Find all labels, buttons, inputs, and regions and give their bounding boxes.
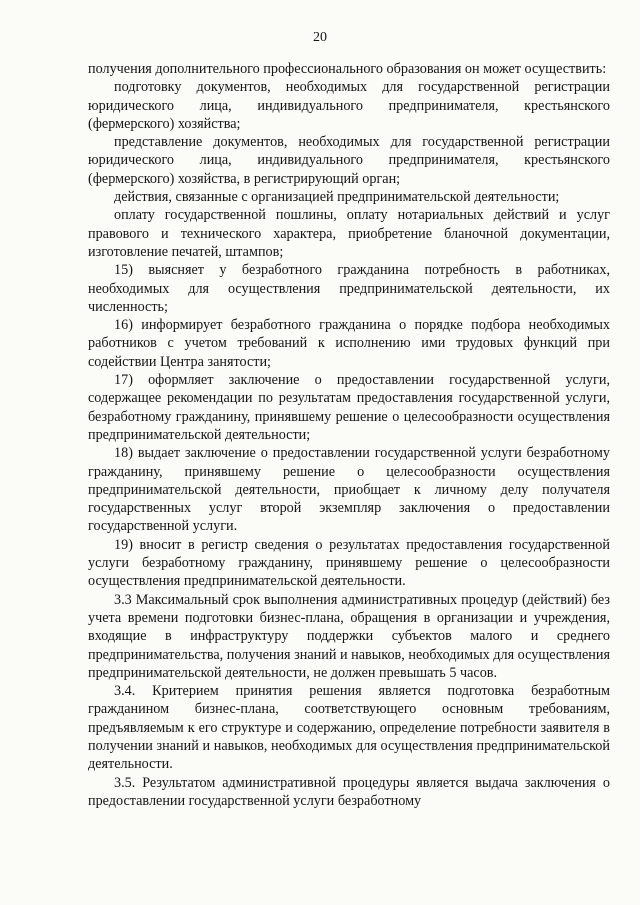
section-3-3: 3.3 Максимальный срок выполнения административных процедур (действий) без учета времени подготовки бизнес-плана, обращения в организации и учреждения, входящие в инфраструктуру поддержки субъектов малого и среднего предпринимательства, получения знаний и навыков, необходимых для осуществления предпринимательской деятельности, не должен превышать 5 часов. — [88, 591, 610, 681]
list-item-registration-docs: подготовку документов, необходимых для государственной регистрации юридического лица, индивидуального предпринимателя, крестьянского (фермерского) хозяйства; — [88, 79, 610, 132]
document-body — [88, 60, 610, 810]
section-3-4: 3.4. Критерием принятия решения является подготовка безработным гражданином бизнес-плана, соответствующего основным требованиям, предъявляемым к его структуре и содержанию, определение потребности заявителя в получении знаний и навыков, необходимых для осуществления предпринимательской деятельности. — [88, 683, 610, 773]
list-item-organization-actions: действия, связанные с организацией предпринимательской деятельности; — [114, 189, 560, 206]
clause-17: 17) оформляет заключение о предоставлении государственной услуги, содержащее рекомендации по результатам предоставления государственной услуги, безработному гражданину, принявшему решение о целесообразности осуществления предпринимательской деятельности; — [88, 372, 610, 443]
clause-18: 18) выдает заключение о предоставлении государственной услуги безработному гражданину, принявшему решение о целесообразности осуществления предпринимательской деятельности, приобщает к личному делу получателя государственных услуг второй экземпляр заключения о предоставлении государственной услуги. — [88, 445, 610, 535]
paragraph-continuation: получения дополнительного профессионального образования он может осуществить: — [88, 61, 607, 77]
page-number: 20 — [313, 30, 327, 45]
list-item-fees-payment: оплату государственной пошлины, оплату нотариальных действий и услуг правового и технического характера, приобретение бланочной документации, изготовление печатей, штампов; — [88, 207, 610, 260]
clause-16: 16) информирует безработного гражданина о порядке подбора необходимых работников с учетом требований к исполнению ими трудовых функций при содействии Центра занятости; — [88, 317, 610, 370]
list-item-submission-docs: представление документов, необходимых для государственной регистрации юридического лица, индивидуального предпринимателя, крестьянского (фермерского) хозяйства, в регистрирующий орган; — [88, 134, 610, 187]
clause-15: 15) выясняет у безработного гражданина потребность в работниках, необходимых для осуществления предпринимательской деятельности, их численность; — [88, 262, 610, 315]
section-3-5: 3.5. Результатом административной процедуры является выдача заключения о предоставлении государственной услуги безработному — [88, 774, 610, 809]
clause-19: 19) вносит в регистр сведения о результатах предоставления государственной услуги безработному гражданину, принявшему решение о целесообразности осуществления предпринимательской деятельности. — [88, 536, 610, 590]
